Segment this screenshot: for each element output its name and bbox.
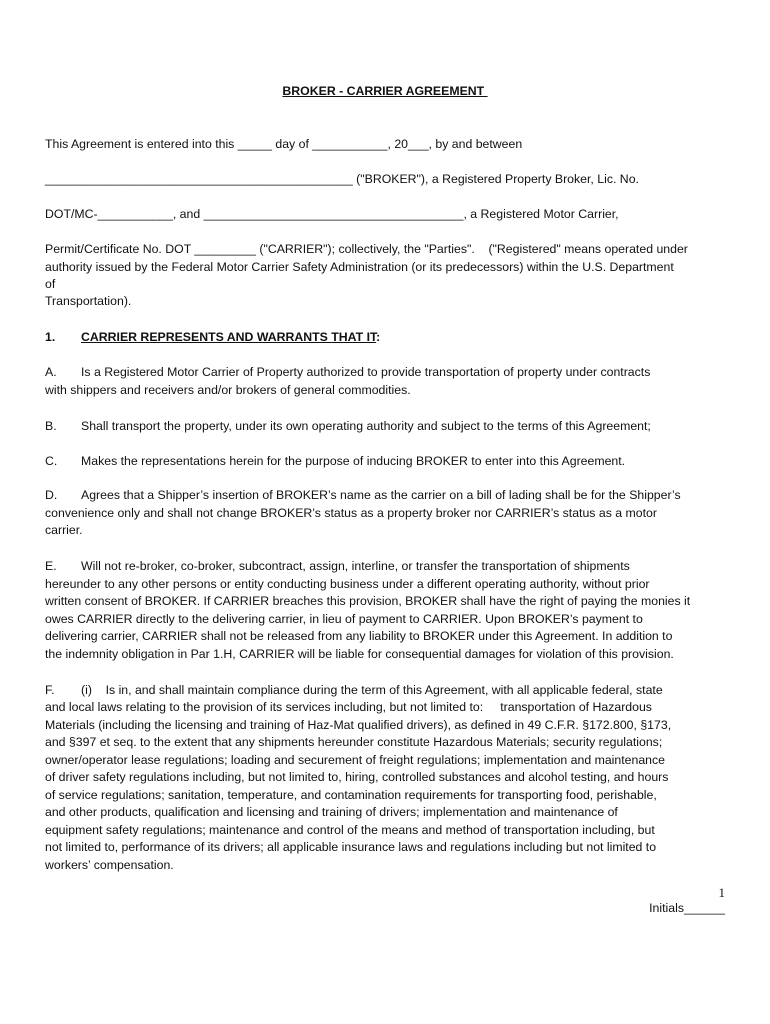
intro-line-3: DOT/MC-___________, and ______________________________________, a Registered Motor Carrier, — [45, 207, 619, 221]
document-title: BROKER - CARRIER AGREEMENT — [282, 84, 488, 98]
para-f-line-1 — [45, 682, 663, 699]
para-f-line-10: not limited to, performance of its drivers; all applicable insurance laws and regulations including but not limited to — [45, 840, 657, 854]
para-f-line-8: and other products, qualification and licensing and training of drivers; implementation and maintenance of — [45, 805, 618, 819]
para-f-line-6: of driver safety regulations including, but not limited to, hiring, controlled substances and alcohol testing, and hours — [45, 770, 669, 784]
page-number: 1 — [718, 885, 725, 900]
para-a-text-1: Is a Registered Motor Carrier of Property authorized to provide transportation of property under contracts — [81, 365, 651, 379]
section-1-number: 1. — [45, 330, 56, 344]
para-e-line-4: owes CARRIER directly to the delivering carrier, in lieu of payment to CARRIER. Upon BROKER’s payment to — [45, 612, 643, 626]
para-d-text-1: Agrees that a Shipper’s insertion of BROKER’s name as the carrier on a bill of lading shall be for the Shipper’s — [81, 488, 681, 502]
para-a-line-2: with shippers and receivers and/or brokers of general commodities. — [45, 383, 411, 397]
para-a-line-1 — [45, 364, 650, 381]
para-c-label: C. — [45, 454, 58, 468]
para-f-line-9: equipment safety regulations; maintenance and control of the means and method of transportation including, but — [45, 823, 655, 837]
para-e-text-1: Will not re-broker, co-broker, subcontract, assign, interline, or transfer the transportation of shipments — [81, 559, 630, 573]
para-f-line-3: Materials (including the licensing and training of Haz-Mat qualified drivers), as defined in 49 C.F.R. §172.800, §173, — [45, 718, 672, 732]
para-d-line-2: convenience only and shall not change BROKER’s status as a property broker nor CARRIER’s status as a motor — [45, 506, 657, 520]
section-1-title: CARRIER REPRESENTS AND WARRANTS THAT IT — [81, 330, 377, 344]
para-a-label: A. — [45, 365, 57, 379]
para-d-line-1 — [45, 487, 681, 504]
para-e-line-1 — [45, 558, 630, 575]
para-e-line-5: delivering carrier, CARRIER shall not be released from any liability to BROKER under this Agreement. In addition to — [45, 629, 673, 643]
initials-field: Initials______ — [649, 901, 725, 915]
para-c-line-1 — [45, 453, 625, 470]
para-e-label: E. — [45, 559, 57, 573]
para-f-text-1: (i) Is in, and shall maintain compliance during the term of this Agreement, with all applicable federal, state — [81, 683, 663, 697]
para-b-label: B. — [45, 419, 57, 433]
para-f-line-2: and local laws relating to the provision of its services including, but not limited to: transportation of Hazardous — [45, 700, 652, 714]
para-f-line-7: of service regulations; sanitation, temperature, and contamination requirements for transporting food, perishable, — [45, 788, 657, 802]
section-1-heading — [45, 329, 380, 346]
para-e-line-2: hereunder to any other persons or entity conducting business under a different operating authority, without prior — [45, 577, 650, 591]
para-d-label: D. — [45, 488, 58, 502]
para-e-line-3: written consent of BROKER. If CARRIER breaches this provision, BROKER shall have the right of paying the monies it — [45, 594, 691, 608]
para-f-line-5: owner/operator lease regulations; loading and securement of freight regulations; implementation and maintenance — [45, 753, 666, 767]
intro-line-5: authority issued by the Federal Motor Carrier Safety Administration (or its predecessors) within the U.S. Department — [45, 260, 674, 274]
para-c-text-1: Makes the representations herein for the purpose of inducing BROKER to enter into this Agreement. — [81, 454, 626, 468]
intro-line-7: Transportation). — [45, 294, 132, 308]
para-f-line-4: and §397 et seq. to the extent that any shipments hereunder constitute Hazardous Materials; security regulations; — [45, 735, 663, 749]
para-e-line-6: the indemnity obligation in Par 1.H, CARRIER will be liable for consequential damages for violation of this provision. — [45, 647, 674, 661]
para-f-line-11: workers’ compensation. — [45, 858, 174, 872]
intro-line-6: of — [45, 277, 56, 291]
para-b-line-1 — [45, 418, 651, 435]
intro-line-4: Permit/Certificate No. DOT _________ ("CARRIER"); collectively, the "Parties". ("Registered" means operated under — [45, 242, 688, 256]
intro-line-2: _____________________________________________ ("BROKER"), a Registered Property Broker, Lic. No. — [45, 172, 639, 186]
section-1-colon: : — [376, 330, 381, 344]
intro-line-1: This Agreement is entered into this _____ day of ___________, 20___, by and between — [45, 137, 523, 151]
para-f-label: F. — [45, 683, 55, 697]
para-b-text-1: Shall transport the property, under its own operating authority and subject to the terms of this Agreement; — [81, 419, 651, 433]
para-d-line-3: carrier. — [45, 523, 83, 537]
